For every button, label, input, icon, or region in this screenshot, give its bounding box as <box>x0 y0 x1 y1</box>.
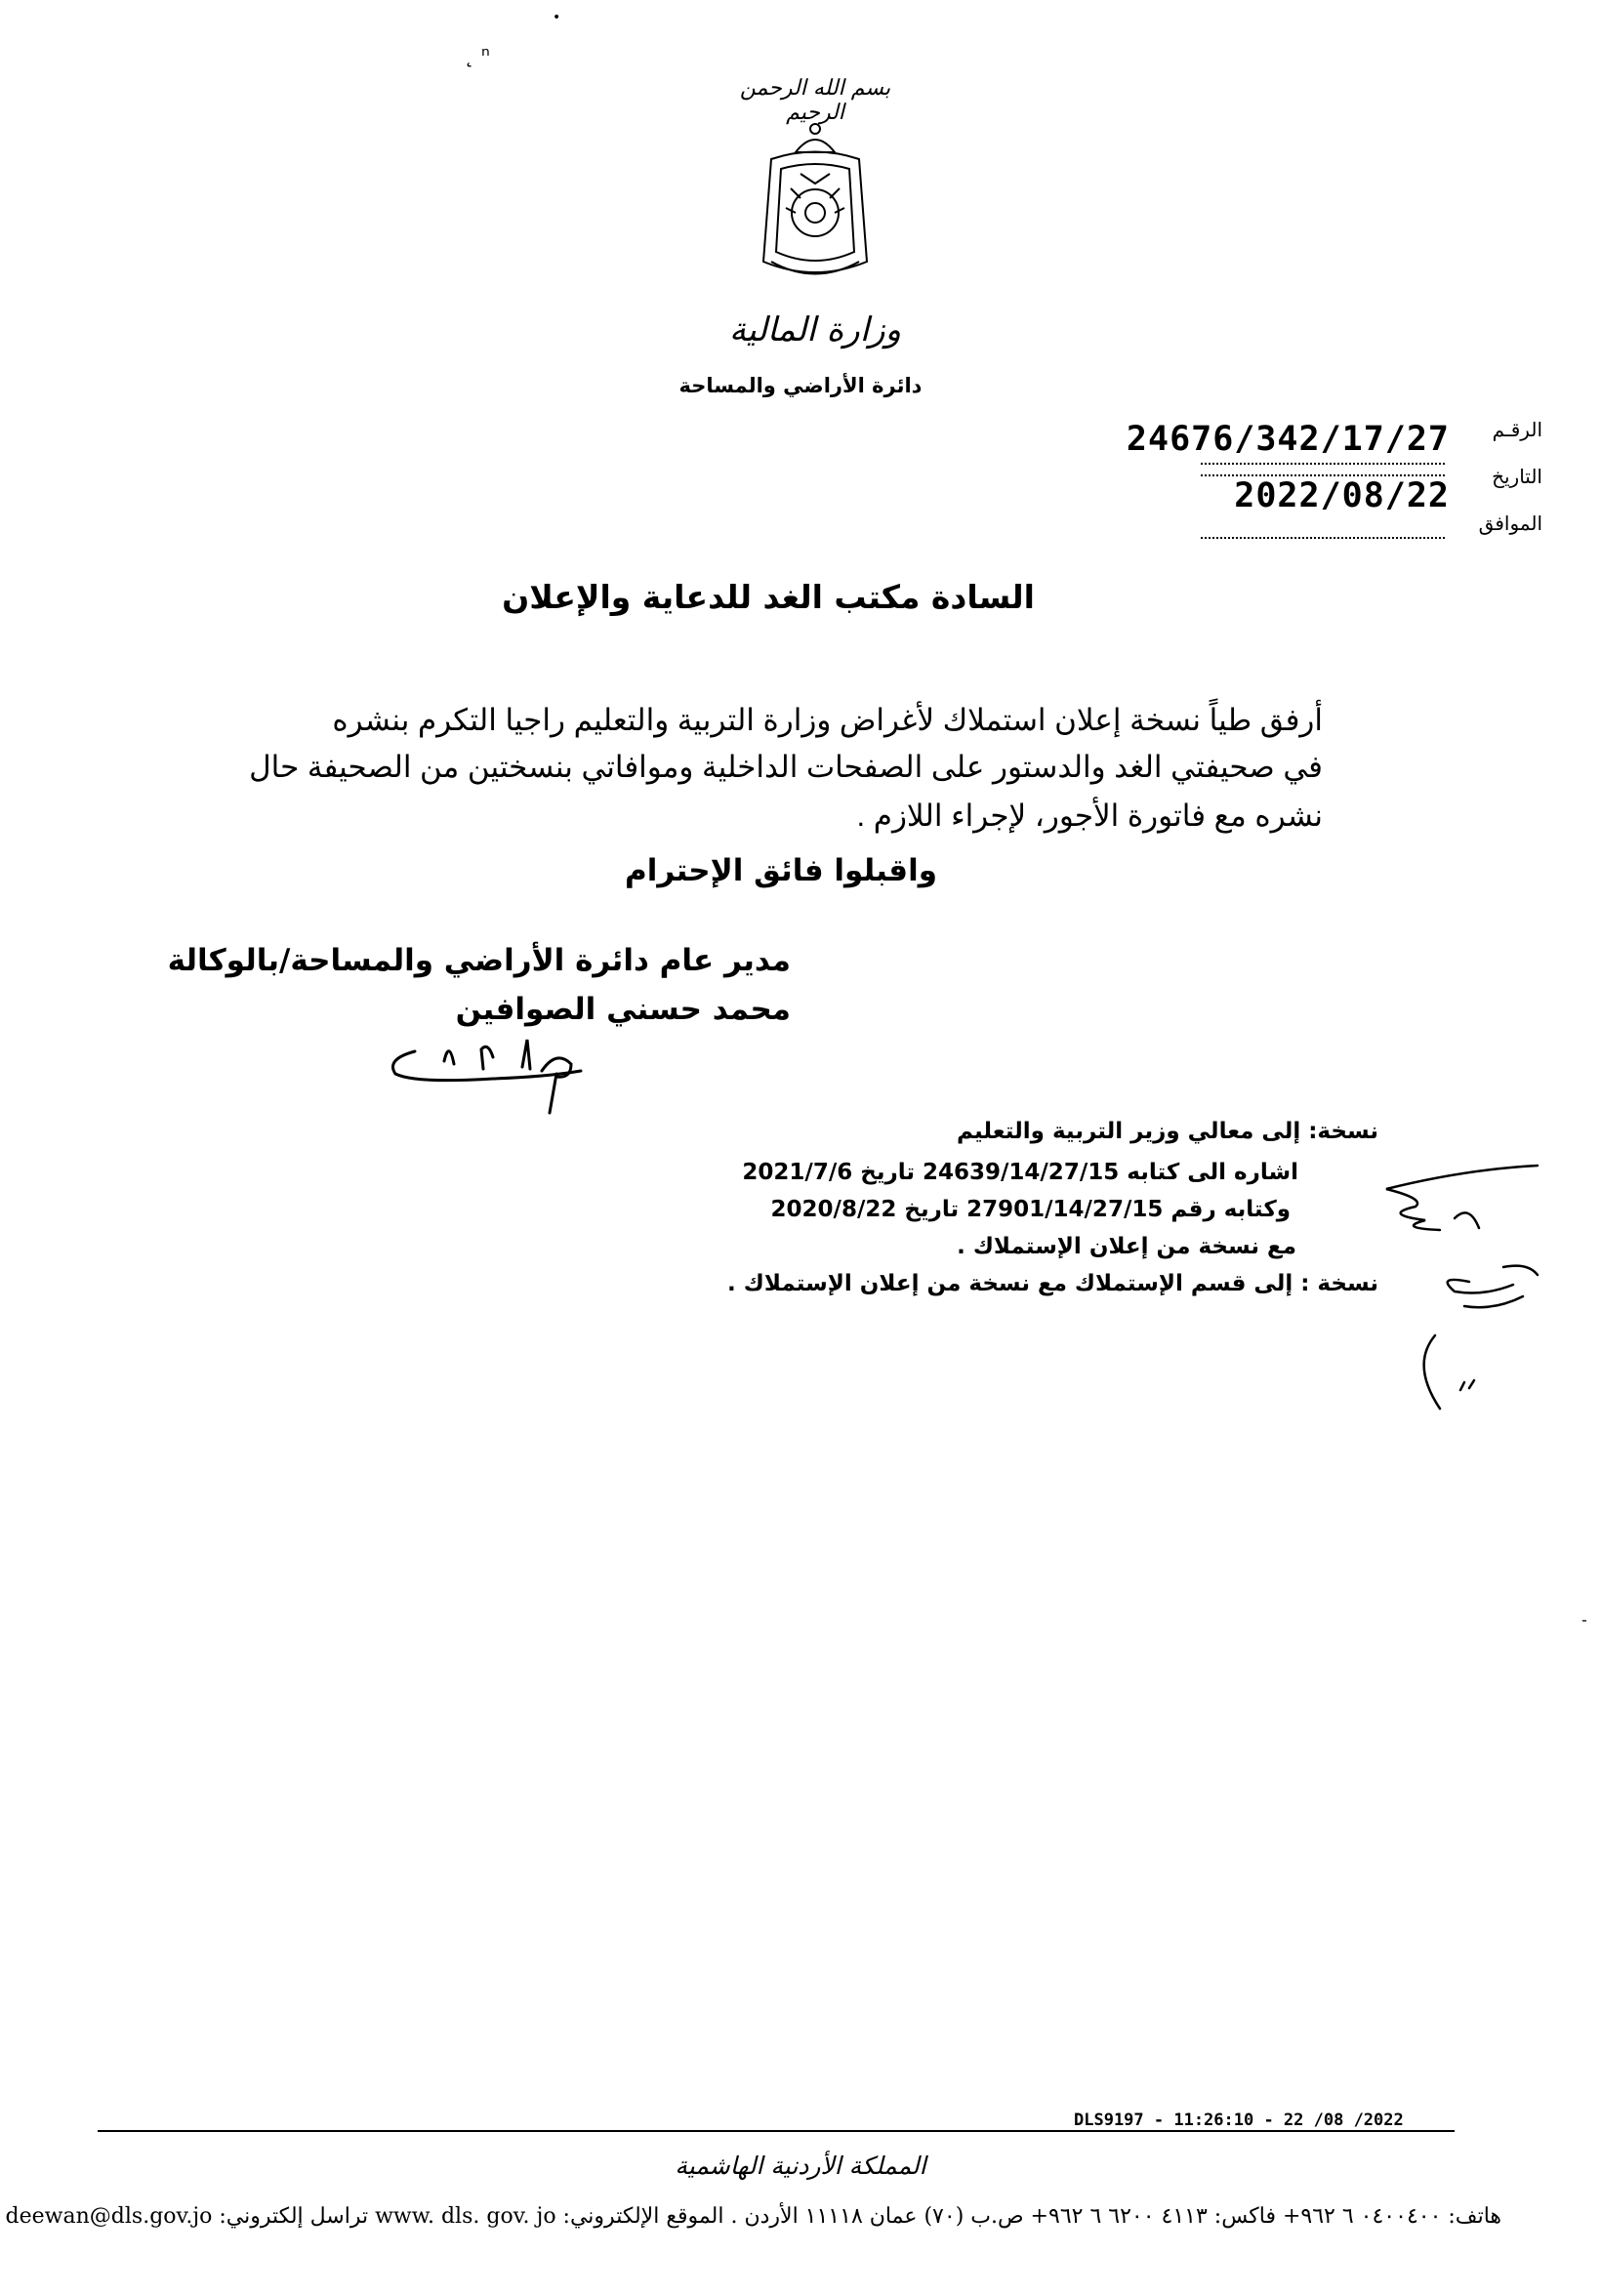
body-line: نشره مع فاتورة الأجور، لإجراء اللازم . <box>856 799 1323 833</box>
stray-mark: - <box>1581 1611 1587 1629</box>
copy-to-expropriation: نسخة : إلى قسم الإستملاك مع نسخة من إعلان الإستملاك . <box>727 1271 1378 1296</box>
copy-attachment: مع نسخة من إعلان الإستملاك . <box>957 1234 1296 1259</box>
addressee: السادة مكتب الغد للدعاية والإعلان <box>502 578 1035 616</box>
body-line: أرفق طياً نسخة إعلان استملاك لأغراض وزارة التربية والتعليم راجيا التكرم بنشره <box>332 703 1323 737</box>
stray-mark: • <box>553 10 561 25</box>
ref-number: 24676/342/17/27 <box>1126 420 1450 459</box>
date-label: التاريخ <box>1492 465 1542 488</box>
copy-reference-2: وكتابه رقم 27901/14/27/15 تاريخ 2020/8/22 <box>770 1197 1291 1222</box>
signatory-title: مدير عام دائرة الأراضي والمساحة/بالوكالة <box>167 943 791 978</box>
date-value: 2022/08/22 <box>1234 476 1450 515</box>
initials-scribble-icon <box>1357 1160 1552 1414</box>
body-line: في صحيفتي الغد والدستور على الصفحات الداخلية وموافاتي بنسختين من الصحيفة حال <box>249 750 1323 784</box>
stray-mark: ˛ ⁿ <box>464 44 490 68</box>
system-stamp: DLS9197 - 11:26:10 - 22 /08 /2022 <box>1074 2111 1404 2130</box>
footer-divider <box>98 2130 1455 2132</box>
ref-label: الرقـم <box>1492 418 1542 441</box>
copy-to-minister: نسخة: إلى معالي وزير التربية والتعليم <box>956 1119 1378 1144</box>
handwritten-signature-icon <box>376 1030 600 1118</box>
department-name: دائرة الأراضي والمساحة <box>678 374 923 397</box>
ministry-name: وزارة المالية <box>729 310 901 349</box>
closing-regards: واقبلوا فائق الإحترام <box>624 853 937 888</box>
kingdom-name: المملكة الأردنية الهاشمية <box>675 2152 926 2180</box>
signatory-name: محمد حسني الصوافين <box>455 992 791 1027</box>
dotted-line <box>1201 463 1445 465</box>
dotted-line <box>1201 474 1445 476</box>
copy-reference-1: اشاره الى كتابه 24639/14/27/15 تاريخ 2021/7/6 <box>742 1160 1298 1185</box>
hijri-label: الموافق <box>1478 512 1542 535</box>
contact-details: هاتف: ٠٤٠٠٤٠٠ ٦ ٩٦٢+ فاكس: ٤١١٣ ٦٢٠٠ ٦ ٩٦٢+ ص.ب (٧٠) عمان ١١١١٨ الأردن . الموقع الإلكتروني: www. dls. gov. jo تراسل إلكتروني: deewan@dls.gov.jo <box>5 2204 1501 2229</box>
bismillah: بسم الله الرحمن الرحيم <box>739 76 891 125</box>
coat-of-arms-icon <box>742 115 888 286</box>
dotted-line <box>1201 537 1445 539</box>
